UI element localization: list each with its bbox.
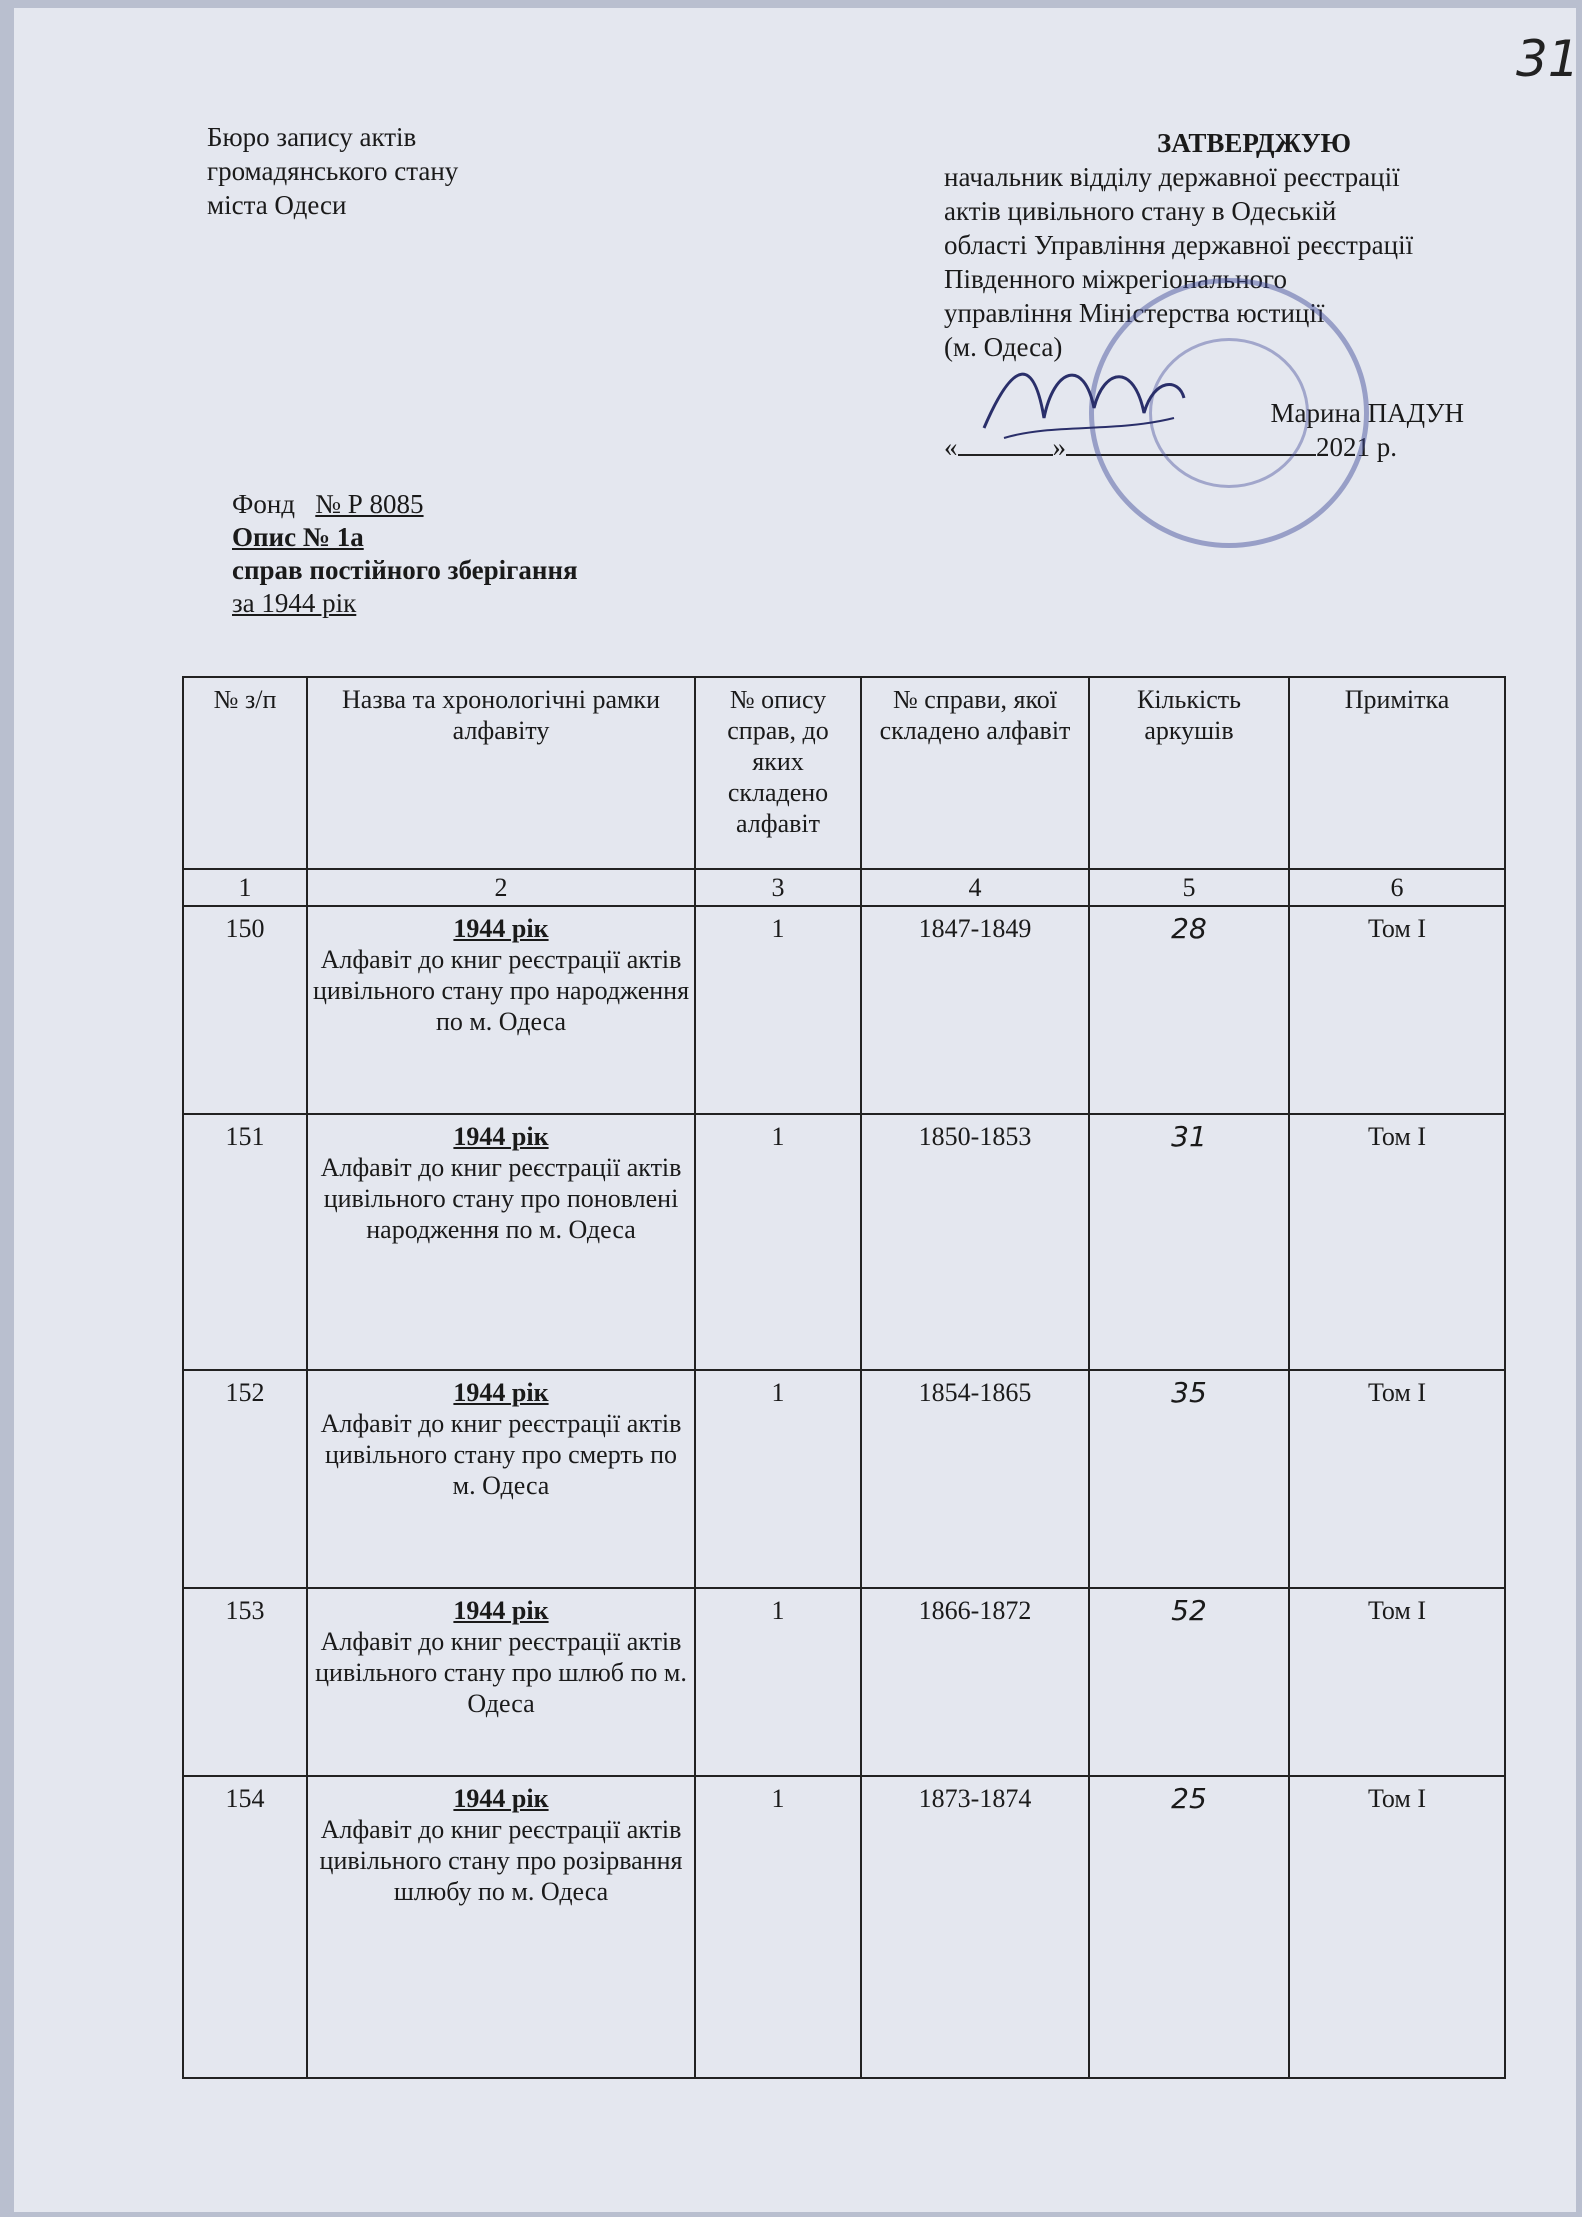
approval-line: начальник відділу державної реєстрації [944,162,1400,192]
date-year: 2021 р. [1316,432,1397,462]
row-note: Том І [1289,1370,1505,1588]
approval-line: актів цивільного стану в Одеській [944,196,1337,226]
row-note: Том І [1289,1114,1505,1370]
row-number: 154 [183,1776,307,2078]
row-pages: 31 [1089,1114,1289,1370]
row-title: Алфавіт до книг реєстрації актів цивільного стану про шлюб по м. Одеса [315,1627,687,1718]
row-year: 1944 рік [453,1122,549,1151]
organization-line: Бюро запису актів [207,122,417,152]
approval-line: (м. Одеса) [944,332,1063,362]
row-pages: 35 [1089,1370,1289,1588]
row-number: 151 [183,1114,307,1370]
organization-block [207,120,458,222]
row-note: Том І [1289,906,1505,1114]
row-opys: 1 [695,906,861,1114]
approval-line: управління Міністерства юстиції [944,298,1325,328]
row-note: Том І [1289,1776,1505,2078]
approval-line: Південного міжрегіонального [944,264,1287,294]
column-header: Назва та хронологічні рамки алфавіту [307,677,695,869]
row-title-cell [307,906,695,1114]
table-header-row [183,677,1505,869]
row-opys: 1 [695,1370,861,1588]
column-number: 6 [1289,869,1505,906]
column-number: 1 [183,869,307,906]
row-year: 1944 рік [453,914,549,943]
column-number: 5 [1089,869,1289,906]
fond-number: № Р 8085 [315,489,424,519]
table-row [183,1588,1505,1776]
row-cases: 1850-1853 [861,1114,1089,1370]
opys-number: Опис № 1а [232,522,364,552]
column-header: Кількість аркушів [1089,677,1289,869]
column-number: 2 [307,869,695,906]
row-title-cell [307,1776,695,2078]
approval-heading: ЗАТВЕРДЖУЮ [1156,128,1352,158]
date-close-quote: » [1052,432,1066,462]
date-open-quote: « [944,432,958,462]
column-header: Примітка [1289,677,1505,869]
fond-label: Фонд [232,489,296,519]
table-row [183,1370,1505,1588]
row-year: 1944 рік [453,1784,549,1813]
row-note: Том І [1289,1588,1505,1776]
signature-mark [974,338,1194,458]
row-cases: 1866-1872 [861,1588,1089,1776]
row-pages: 28 [1089,906,1289,1114]
row-number: 152 [183,1370,307,1588]
column-header: № опису справ, до яких складено алфавіт [695,677,861,869]
table-row [183,1114,1505,1370]
row-year: 1944 рік [453,1378,549,1407]
document-sheet [14,8,1580,2212]
row-pages: 52 [1089,1588,1289,1776]
fond-block [232,488,578,620]
row-title: Алфавіт до книг реєстрації актів цивільного стану про народження по м. Одеса [312,945,690,1036]
column-number: 3 [695,869,861,906]
row-title: Алфавіт до книг реєстрації актів цивільного стану про розірвання шлюбу по м. Одеса [319,1815,683,1906]
row-cases: 1854-1865 [861,1370,1089,1588]
column-number-row [183,869,1505,906]
row-cases: 1873-1874 [861,1776,1089,2078]
row-opys: 1 [695,1114,861,1370]
opys-year: за 1944 рік [232,588,357,618]
column-number: 4 [861,869,1089,906]
page-number: 31 [1516,30,1580,88]
row-title-cell [307,1370,695,1588]
inventory-table [182,676,1506,2079]
row-number: 153 [183,1588,307,1776]
row-pages: 25 [1089,1776,1289,2078]
approval-line: області Управління державної реєстрації [944,230,1414,260]
row-title-cell [307,1588,695,1776]
row-opys: 1 [695,1776,861,2078]
column-header: № з/п [183,677,307,869]
organization-line: міста Одеси [207,190,347,220]
row-cases: 1847-1849 [861,906,1089,1114]
row-year: 1944 рік [453,1596,549,1625]
table-row [183,906,1505,1114]
row-number: 150 [183,906,307,1114]
opys-title: справ постійного зберігання [232,555,578,585]
row-opys: 1 [695,1588,861,1776]
column-header: № справи, якої складено алфавіт [861,677,1089,869]
table-row [183,1776,1505,2078]
signatory-name: Марина ПАДУН [1270,398,1464,428]
row-title: Алфавіт до книг реєстрації актів цивільного стану про поновлені народження по м. Одеса [320,1153,682,1244]
row-title-cell [307,1114,695,1370]
row-title: Алфавіт до книг реєстрації актів цивільного стану про смерть по м. Одеса [320,1409,682,1500]
organization-line: громадянського стану [207,156,459,186]
